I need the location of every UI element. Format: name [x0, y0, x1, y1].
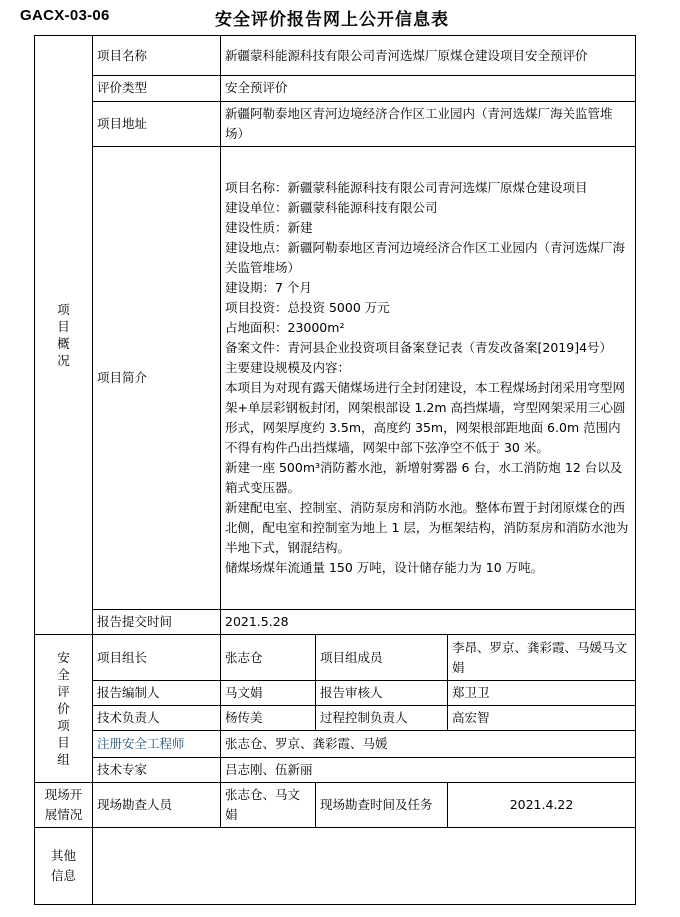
row-evaluation-type	[35, 76, 636, 101]
intro-line: 占地面积：23000m²	[225, 320, 345, 336]
intro-line: 建设地点：新疆阿勒泰地区青河边境经济合作区工业园内（青河选煤厂海关监管堆场）	[225, 240, 626, 276]
intro-line: 新建配电室、控制室、消防泵房和消防水池。整体布置于封闭原煤仓的西北侧，配电室和控制室为地上 1 层，为框架结构，消防泵房和消防水池为半地下式，钢混结构。	[225, 500, 629, 556]
row-tech-lead	[35, 706, 636, 731]
site-section-label: 现场开展情况	[35, 782, 93, 827]
intro-line: 主要建设规模及内容：	[225, 360, 351, 376]
experts-label: 技术专家	[93, 757, 221, 782]
project-intro-label: 项目简介	[93, 146, 221, 609]
members-label: 项目组成员	[316, 635, 448, 680]
submit-time-label: 报告提交时间	[93, 610, 221, 635]
page-title: 安全评价报告网上公开信息表	[215, 10, 449, 30]
section-team-label: 安全评价项目组	[57, 650, 70, 768]
experts-value: 吕志刚、伍新丽	[221, 757, 636, 782]
project-name-value: 新疆蒙科能源科技有限公司青河选煤厂原煤仓建设项目安全预评价	[221, 36, 636, 76]
row-team-leader	[35, 635, 636, 680]
reviewer-label: 报告审核人	[316, 680, 448, 705]
author-label: 报告编制人	[93, 680, 221, 705]
project-name-label: 项目名称	[93, 36, 221, 76]
section-overview	[35, 36, 93, 635]
evaluation-type-value: 安全预评价	[221, 76, 636, 101]
evaluation-type-label: 评价类型	[93, 76, 221, 101]
row-project-intro	[35, 146, 636, 609]
other-value	[93, 828, 636, 905]
info-table	[34, 35, 636, 905]
intro-line: 新建一座 500m³消防蓄水池，新增射雾器 6 台，水工消防炮 12 台以及箱式变压器。	[225, 460, 623, 496]
section-other-label: 其他信息	[50, 848, 76, 884]
intro-line: 备案文件：青河县企业投资项目备案登记表（青发改备案[2019]4号）	[225, 340, 613, 356]
form-code: GACX-03-06	[20, 7, 110, 24]
intro-line: 项目名称：新疆蒙科能源科技有限公司青河选煤厂原煤仓建设项目	[225, 180, 588, 196]
site-time-value: 2021.4.22	[448, 782, 636, 827]
engineers-value: 张志仓、罗京、龚彩霞、马媛	[221, 731, 636, 757]
row-other	[35, 828, 636, 905]
submit-time-value: 2021.5.28	[221, 610, 636, 635]
site-time-label: 现场勘查时间及任务	[316, 782, 448, 827]
reviewer-value: 郑卫卫	[448, 680, 636, 705]
process-label: 过程控制负责人	[316, 706, 448, 731]
site-staff-label: 现场勘查人员	[93, 782, 221, 827]
row-project-address	[35, 101, 636, 146]
project-address-value: 新疆阿勒泰地区青河边境经济合作区工业园内（青河选煤厂海关监管堆场）	[221, 101, 636, 146]
section-overview-label: 项目概况	[57, 302, 70, 369]
intro-line: 本项目为对现有露天储煤场进行全封闭建设，本工程煤场封闭采用穹型网架+单层彩钢板封闭，网架根部设 1.2m 高挡煤墙，穹型网架采用三心圆形式，网架厚度约 3.5m，高度约 35m，网架根部距地面 6.0m 范围内不得有构件凸出挡煤墙，网架中部下弦净空不低于 30 米。	[225, 380, 626, 456]
intro-line: 项目投资：总投资 5000 万元	[225, 300, 390, 316]
members-value: 李昂、罗京、龚彩霞、马媛马文娟	[448, 635, 636, 680]
row-engineers	[35, 731, 636, 757]
engineers-link[interactable]: 注册安全工程师	[93, 731, 221, 757]
project-intro-value	[221, 146, 636, 609]
process-value: 高宏智	[448, 706, 636, 731]
author-value: 马文娟	[221, 680, 316, 705]
row-project-name	[35, 36, 636, 76]
site-staff-value: 张志仓、马文娟	[221, 782, 316, 827]
row-submit-time	[35, 610, 636, 635]
leader-label: 项目组长	[93, 635, 221, 680]
intro-line: 建设性质：新建	[225, 220, 313, 236]
leader-value: 张志仓	[221, 635, 316, 680]
row-site	[35, 782, 636, 827]
intro-line: 储煤场煤年流通量 150 万吨，设计储存能力为 10 万吨。	[225, 560, 544, 576]
tech-lead-value: 杨传美	[221, 706, 316, 731]
section-team	[35, 635, 93, 782]
row-experts	[35, 757, 636, 782]
row-report-author	[35, 680, 636, 705]
section-other	[35, 828, 93, 905]
intro-line: 建设单位：新疆蒙科能源科技有限公司	[225, 200, 438, 216]
tech-lead-label: 技术负责人	[93, 706, 221, 731]
intro-line: 建设期：7 个月	[225, 280, 312, 296]
project-address-label: 项目地址	[93, 101, 221, 146]
